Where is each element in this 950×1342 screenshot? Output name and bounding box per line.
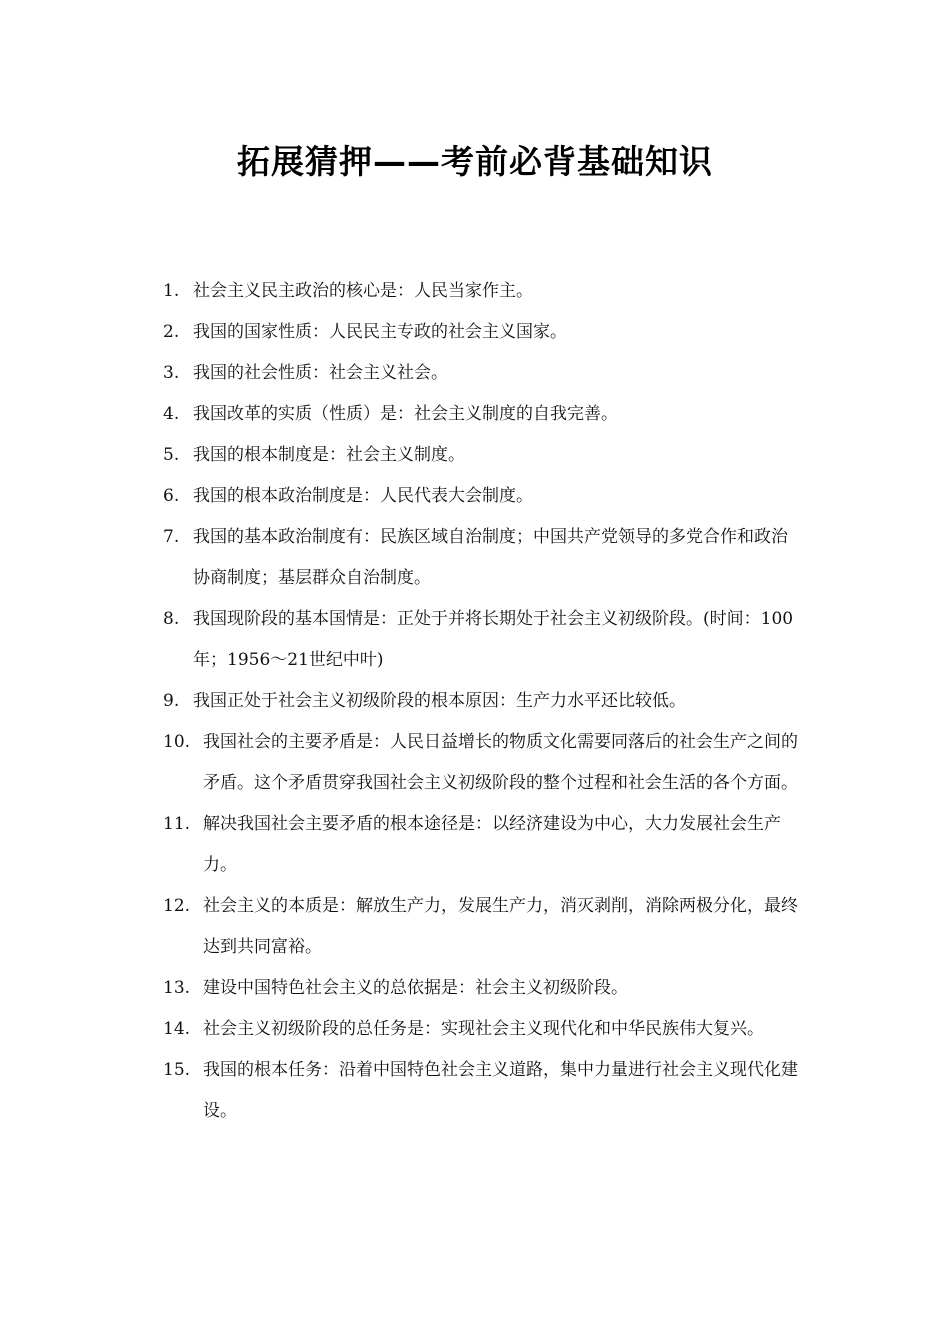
item-number: 15. (163, 1060, 191, 1080)
item-text: 我国的根本政治制度是：人民代表大会制度。 (193, 486, 533, 506)
item-text: 我国的根本制度是：社会主义制度。 (193, 445, 465, 465)
list-item (163, 804, 803, 886)
item-number: 1. (163, 281, 180, 301)
knowledge-list (163, 271, 803, 1132)
item-number: 4. (163, 404, 180, 424)
item-number: 2. (163, 322, 180, 342)
item-text: 我国正处于社会主义初级阶段的根本原因：生产力水平还比较低。 (193, 691, 686, 711)
item-number: 13. (163, 978, 191, 998)
item-number: 3. (163, 363, 180, 383)
item-number: 9. (163, 691, 180, 711)
list-item (163, 517, 803, 599)
item-text: 社会主义民主政治的核心是：人民当家作主。 (193, 281, 533, 301)
list-item (163, 476, 803, 517)
item-text: 我国改革的实质（性质）是：社会主义制度的自我完善。 (193, 404, 618, 424)
item-text: 我国的基本政治制度有：民族区域自治制度；中国共产党领导的多党合作和政治协商制度；基层群众自治制度。 (193, 527, 788, 588)
list-item (163, 722, 803, 804)
item-number: 11. (163, 814, 191, 834)
list-item (163, 394, 803, 435)
item-number: 10. (163, 732, 191, 752)
item-number: 12. (163, 896, 191, 916)
list-item (163, 435, 803, 476)
item-number: 6. (163, 486, 180, 506)
list-item (163, 1050, 803, 1132)
list-item (163, 968, 803, 1009)
list-item (163, 681, 803, 722)
list-item (163, 271, 803, 312)
item-text: 社会主义的本质是：解放生产力，发展生产力，消灭剥削，消除两极分化，最终达到共同富裕。 (203, 896, 798, 957)
item-text: 我国的根本任务：沿着中国特色社会主义道路，集中力量进行社会主义现代化建设。 (203, 1060, 798, 1121)
item-text: 我国现阶段的基本国情是：正处于并将长期处于社会主义初级阶段。(时间：100年；1956～21世纪中叶) (193, 609, 794, 670)
item-number: 14. (163, 1019, 191, 1039)
list-item (163, 1009, 803, 1050)
item-number: 7. (163, 527, 180, 547)
list-item (163, 312, 803, 353)
item-text: 我国的社会性质：社会主义社会。 (193, 363, 448, 383)
list-item (163, 886, 803, 968)
item-number: 5. (163, 445, 180, 465)
list-item (163, 599, 803, 681)
item-text: 社会主义初级阶段的总任务是：实现社会主义现代化和中华民族伟大复兴。 (203, 1019, 764, 1039)
page-title: 拓展猜押——考前必背基础知识 (237, 142, 713, 181)
item-text: 解决我国社会主要矛盾的根本途径是：以经济建设为中心，大力发展社会生产力。 (203, 814, 781, 875)
list-item (163, 353, 803, 394)
item-text: 我国社会的主要矛盾是：人民日益增长的物质文化需要同落后的社会生产之间的矛盾。这个矛盾贯穿我国社会主义初级阶段的整个过程和社会生活的各个方面。 (203, 732, 798, 793)
item-number: 8. (163, 609, 180, 629)
item-text: 我国的国家性质：人民民主专政的社会主义国家。 (193, 322, 567, 342)
item-text: 建设中国特色社会主义的总依据是：社会主义初级阶段。 (203, 978, 628, 998)
